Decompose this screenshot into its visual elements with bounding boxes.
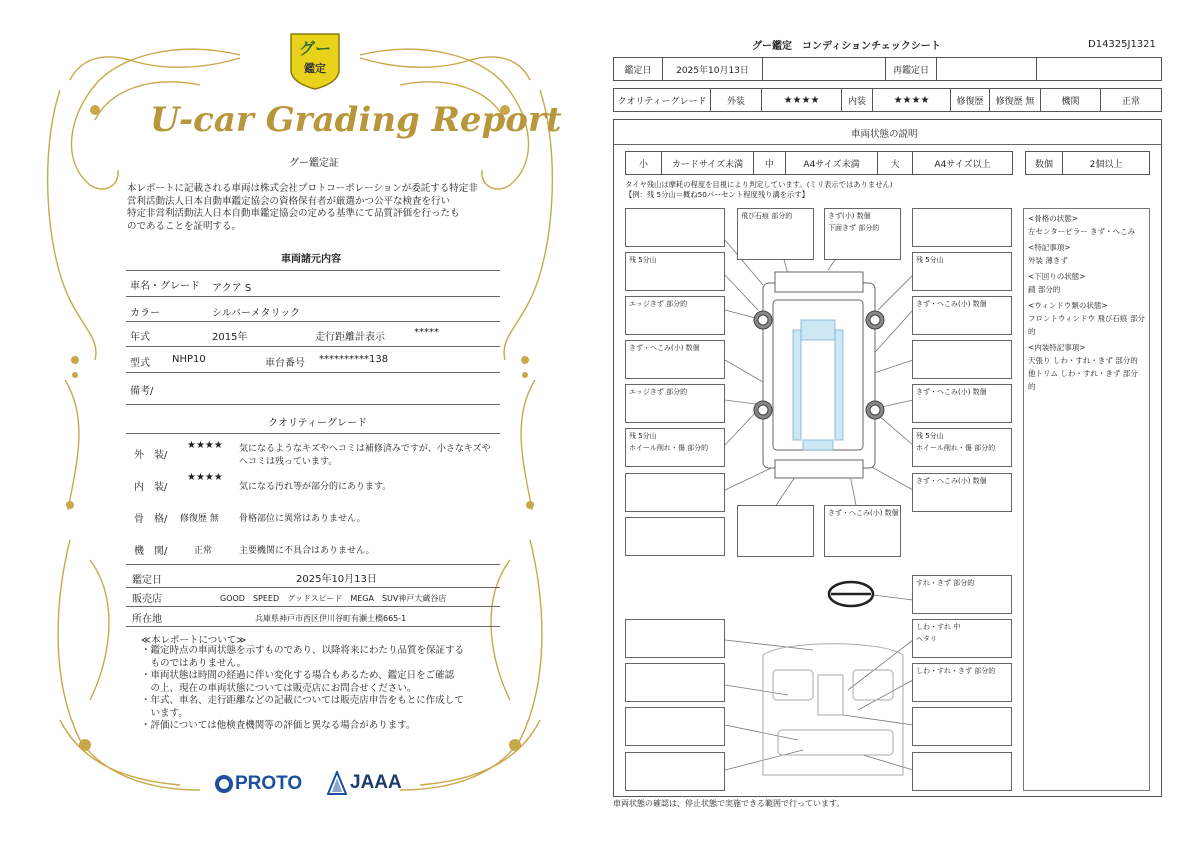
label-text: 残 5分山 [629, 256, 657, 264]
blank-box [625, 473, 725, 512]
intro-line: のであることを証明する。 [127, 220, 242, 232]
reinspect-value [936, 57, 1037, 81]
quality-grade-label: クオリティーグレード [613, 88, 711, 112]
intro-line: 特定非営利活動法人日本自動車鑑定協会の定める基準にて品質評価を行ったも [127, 208, 460, 219]
label-text: すれ・きず 部分的 [916, 579, 975, 587]
date-value: 2025年10月13日 [296, 574, 377, 585]
badge-bottom-text: 鑑定 [304, 62, 326, 75]
count-desc: 2個以上 [1062, 151, 1150, 175]
proto-logo-text: PROTO [235, 773, 303, 794]
seat-box [912, 663, 1012, 702]
frame-value: 修復歴 無 [180, 514, 219, 524]
front-right-box [912, 296, 1012, 335]
interior-label: 内 装/ [134, 482, 168, 493]
label-text: きず・へこみ(小) 数個 [916, 388, 987, 396]
exterior-stars: ★★★★ [187, 440, 223, 451]
size-large-desc: A4サイズ以上 [912, 151, 1013, 175]
size-mid-desc: A4サイズ未満 [785, 151, 878, 175]
notice-line: ・評価については他検査機関等の評価と異なる場合があります。 [141, 720, 416, 731]
blank-box [912, 707, 1012, 746]
note-line: 天張り しわ・すれ・きず 部分的 [1028, 356, 1138, 365]
notice-line: の上、現在の車両状態については販売店にお問合せください。 [141, 682, 417, 694]
color-label: カラー [130, 308, 160, 319]
engine-value: 正常 [1100, 88, 1162, 112]
name-value: アクア S [212, 283, 252, 294]
label-text: 残 5分山 [916, 256, 944, 264]
label-text: しわ・すれ・きず 部分的 [916, 667, 996, 675]
label-text: エッジきず 部分的 [629, 388, 688, 396]
size-mid-label: 中 [753, 151, 786, 175]
report-title: U-car Grading Report [150, 100, 562, 140]
chassis-value: **********138 [319, 354, 389, 365]
mileage-label: 走行距離計表示 [315, 332, 385, 343]
color-value: シルバーメタリック [212, 308, 301, 319]
engine-label: 機関 [1040, 88, 1101, 112]
label-text: ヘタリ [916, 635, 937, 643]
sheet-title: グー鑑定 コンディションチェックシート [752, 41, 941, 52]
note-line: 左センターピラー きず・へこみ [1028, 227, 1136, 236]
exterior-label: 外 装/ [134, 450, 168, 461]
blank-box [737, 505, 814, 557]
label-text: しわ・すれ 中 [916, 623, 961, 631]
rear-left-box [625, 384, 725, 423]
note-line: <特記事項> [1028, 243, 1071, 252]
label-text: きず・へこみ(小) 数個 [916, 477, 987, 485]
badge-top-text: グー [298, 39, 332, 58]
label-text: きず・へこみ(小) 数個 [629, 344, 700, 352]
tire-note-2: 【例：残 5分山＝概ね50パーセント程度残り溝を示す】 [625, 190, 809, 199]
interior-label: 内装 [841, 88, 873, 112]
front-glass-box [737, 208, 814, 260]
reinspect-label: 再鑑定日 [885, 57, 937, 81]
certificate-subtitle: グー鑑定証 [289, 158, 339, 169]
blank-box [625, 707, 725, 746]
frame-label: 骨 格/ [134, 514, 168, 525]
blank-box [912, 208, 1012, 247]
label-text: きず・へこみ(小) 数個 [916, 300, 987, 308]
model-label: 型式 [130, 358, 150, 369]
tire-front-right-box [912, 252, 1012, 291]
rear-right-box [912, 384, 1012, 423]
front-seat-box [912, 619, 1012, 658]
intro-line: 営利活動法人日本自動車鑑定協会の資格保有者が厳選かつ公平な検査を行い [127, 195, 451, 207]
notes-panel [1023, 208, 1150, 791]
condition-heading: 車両状態の説明 [851, 129, 918, 140]
front-left-box [625, 296, 725, 335]
note-line: 錆 部分的 [1028, 285, 1061, 294]
mileage-value: ***** [414, 327, 439, 338]
blank-box [912, 340, 1012, 379]
note-line: 他トリム しわ・すれ・きず 部分的 [1028, 369, 1138, 391]
interior-stars: ★★★★ [187, 472, 223, 483]
note-line: <ウィンドウ類の状態> [1028, 301, 1108, 310]
label-text: きず・へこみ(小) 数個 [828, 509, 899, 517]
inspect-date-label: 鑑定日 [613, 57, 663, 81]
size-large-label: 大 [877, 151, 913, 175]
count-label: 数個 [1025, 151, 1063, 175]
address-label: 所在地 [132, 614, 162, 625]
model-value: NHP10 [172, 354, 206, 365]
label-text: ホイール削れ・傷 部分的 [916, 444, 996, 452]
name-label: 車名・グレード [130, 281, 200, 292]
blank-cell [762, 57, 886, 81]
label-text: エッジきず 部分的 [629, 300, 688, 308]
note-line: <骨格の状態> [1028, 214, 1079, 223]
remarks-label: 備考/ [130, 386, 154, 397]
note-line: フロントウィンドウ 飛び石痕 部分的 [1028, 314, 1145, 336]
label-text: 下面きず 部分的 [828, 224, 880, 232]
engine-desc: 主要機関に不具合はありません。 [239, 546, 375, 556]
notice-line: ・車両状態は時間の経過に伴い変化する場合もあるため、鑑定日をご確認 [141, 670, 455, 681]
repair-label: 修復歴 [950, 88, 990, 112]
tire-note-1: タイヤ残山は摩耗の程度を目視により判定しています。(ミリ表示ではありません) [625, 180, 893, 189]
notice-heading: ≪本レポートについて≫ [141, 635, 247, 646]
notice-line: ・年式、車名、走行距離などの記載については販売店申告をもとに作成して [141, 695, 464, 706]
interior-stars: ★★★★ [872, 88, 951, 112]
blank-box [625, 663, 725, 702]
dealer-value: GOOD SPEED グッドスピード MEGA SUV神戸大蔵谷店 [220, 594, 447, 603]
tire-rear-right-box [912, 428, 1012, 467]
inspect-date-value: 2025年10月13日 [662, 57, 763, 81]
spec-heading: 車両諸元内容 [281, 254, 341, 265]
frame-desc: 骨格部位に異常はありません。 [239, 514, 366, 524]
sheet-footer: 車両状態の確認は、停止状態で実施できる範囲で行っています。 [613, 799, 845, 808]
blank-box [625, 619, 725, 658]
note-line: <下回りの状態> [1028, 272, 1086, 281]
blank-box [912, 752, 1012, 791]
address-value: 兵庫県神戸市西区伊川谷町有瀬土橋665-1 [255, 614, 407, 623]
date-label: 鑑定日 [132, 575, 162, 586]
dealer-label: 販売店 [132, 594, 162, 605]
exterior-stars: ★★★★ [761, 88, 842, 112]
note-line: <内装特記事項> [1028, 343, 1086, 352]
exterior-label: 外装 [710, 88, 762, 112]
label-text: 残 5分山 [916, 432, 944, 440]
blank-box [625, 752, 725, 791]
notice-line: ものではありません。 [141, 657, 247, 669]
tire-rear-left-box [625, 428, 725, 467]
exterior-desc-2: ヘコミは残っています。 [239, 457, 338, 467]
chassis-label: 車台番号 [265, 358, 305, 369]
rear-right-panel-box [912, 473, 1012, 512]
exterior-desc-1: 気になるようなキズやヘコミは補修済みですが、小さなキズや [239, 444, 491, 454]
steering-box [912, 575, 1012, 614]
year-label: 年式 [130, 332, 150, 343]
notice-line: ・鑑定時点の車両状態を示すものであり、以降将来にわたり品質を保証する [141, 645, 465, 656]
rear-bumper-box [824, 505, 901, 557]
quality-heading: クオリティーグレード [268, 418, 367, 429]
blank-cell [1036, 57, 1162, 81]
engine-value: 正常 [194, 546, 213, 556]
left-side-box [625, 340, 725, 379]
notice-line: います。 [141, 707, 188, 719]
repair-value: 修復歴 無 [989, 88, 1041, 112]
tire-front-left-box [625, 252, 725, 291]
note-line: 外装 薄きず [1028, 256, 1068, 265]
label-text: きず(小) 数個 [828, 212, 871, 220]
jaaa-logo-text: JAAA [350, 772, 402, 793]
document-id: D14325J1321 [1088, 39, 1156, 50]
year-value: 2015年 [212, 332, 248, 343]
front-bumper-box [824, 208, 901, 260]
label-text: 飛び石痕 部分的 [741, 212, 793, 220]
engine-label: 機 関/ [134, 546, 168, 557]
label-text: 残 5分山 [629, 432, 657, 440]
size-small-desc: カードサイズ未満 [661, 151, 754, 175]
blank-box [625, 208, 725, 247]
blank-box [625, 517, 725, 556]
steering-wheel-icon [829, 582, 873, 606]
intro-line: 本レポートに記載される車両は株式会社プロトコーポレーションが委託する特定非 [127, 183, 478, 194]
interior-desc: 気になる汚れ等が部分的にあります。 [239, 482, 392, 492]
size-small-label: 小 [625, 151, 662, 175]
label-text: ホイール削れ・傷 部分的 [629, 444, 709, 452]
